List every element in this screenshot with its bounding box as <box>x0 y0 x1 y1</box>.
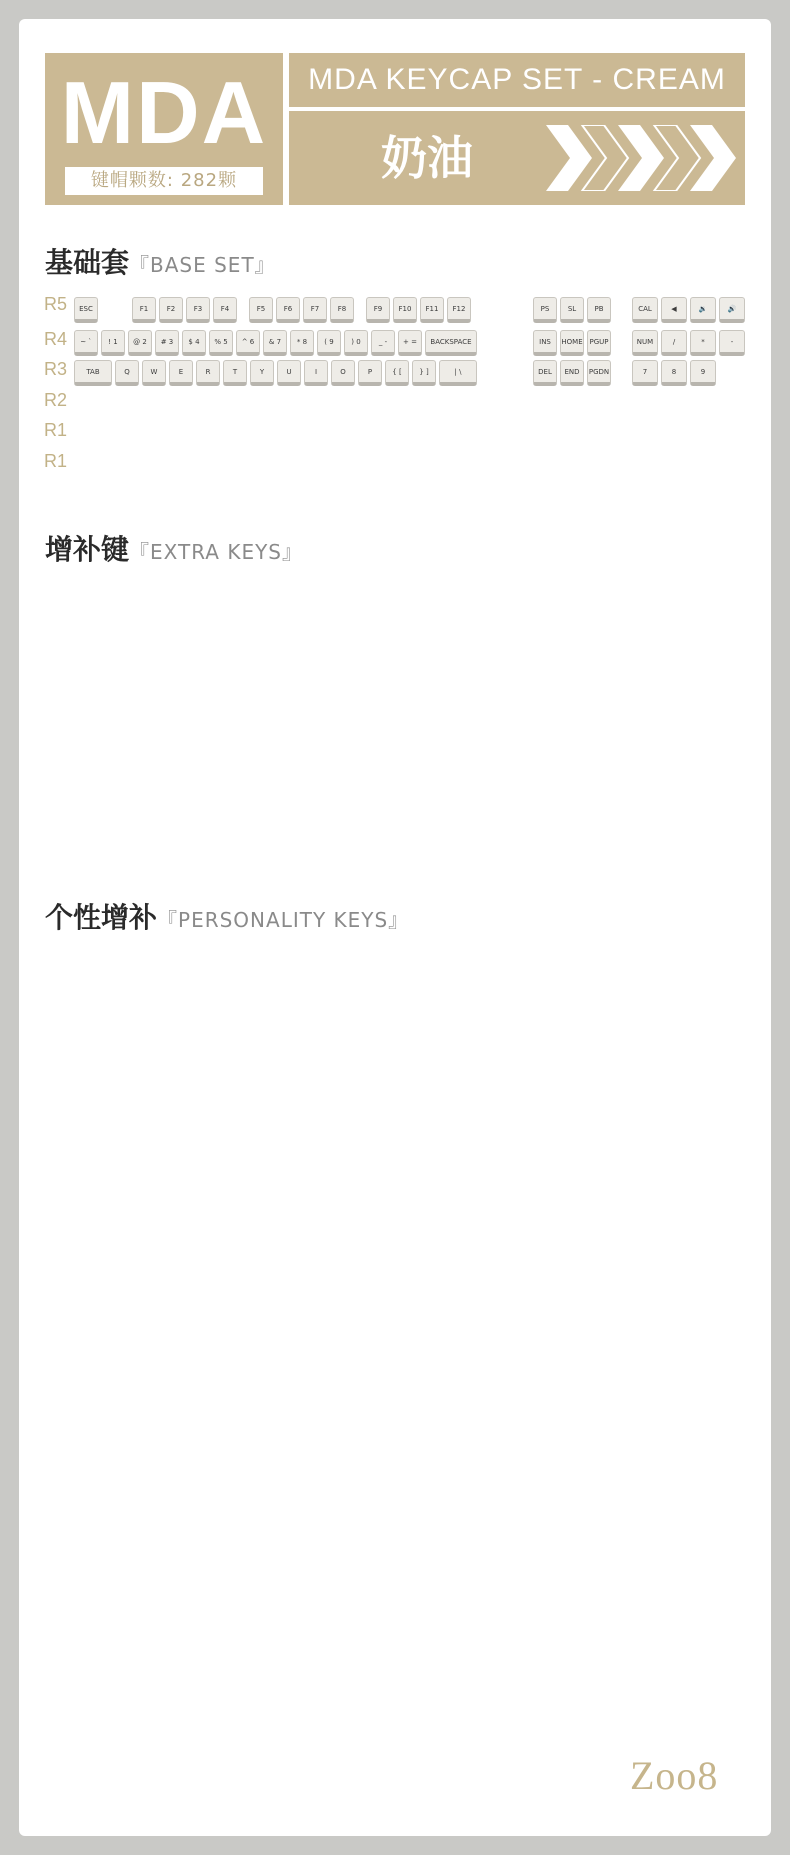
keycap: BACKSPACE <box>425 330 477 356</box>
keycap: INS <box>533 330 557 356</box>
keycap: % 5 <box>209 330 233 356</box>
keycap: ~ ` <box>74 330 98 356</box>
keycap: _ - <box>371 330 395 356</box>
keycap: F9 <box>366 297 390 323</box>
keycap: $ 4 <box>182 330 206 356</box>
keycap: * 8 <box>290 330 314 356</box>
keycap: } ] <box>412 360 436 386</box>
keycap: O <box>331 360 355 386</box>
set-title: MDA KEYCAP SET - CREAM <box>289 53 745 107</box>
keycap: 🔉 <box>690 297 716 323</box>
keycap: @ 2 <box>128 330 152 356</box>
zoo8-logo: Zoo8 <box>630 1753 719 1798</box>
keycap: NUM <box>632 330 658 356</box>
keycap: F8 <box>330 297 354 323</box>
row-label: R1 <box>44 451 68 471</box>
keycap: 7 <box>632 360 658 386</box>
keycap: 8 <box>661 360 687 386</box>
row-label: R1 <box>44 420 68 440</box>
keycap: P <box>358 360 382 386</box>
keycap: ! 1 <box>101 330 125 356</box>
keycap: END <box>560 360 584 386</box>
keycap: PB <box>587 297 611 323</box>
keycap: { [ <box>385 360 409 386</box>
keycap: F7 <box>303 297 327 323</box>
keycap: F5 <box>249 297 273 323</box>
keycap: PGDN <box>587 360 611 386</box>
keycap-count: 键帽颗数: 282颗 <box>65 167 263 195</box>
keycap: | \ <box>439 360 477 386</box>
row-label: R4 <box>44 329 68 349</box>
keycap: + = <box>398 330 422 356</box>
keycap: ^ 6 <box>236 330 260 356</box>
keycap: HOME <box>560 330 584 356</box>
keycap: F3 <box>186 297 210 323</box>
keycap: / <box>661 330 687 356</box>
keycap: PGUP <box>587 330 611 356</box>
keycap: F12 <box>447 297 471 323</box>
keycap: W <box>142 360 166 386</box>
keycap: F6 <box>276 297 300 323</box>
keycap: DEL <box>533 360 557 386</box>
keycap: ) 0 <box>344 330 368 356</box>
keycap: ESC <box>74 297 98 323</box>
row-label: R2 <box>44 390 68 410</box>
keycap: # 3 <box>155 330 179 356</box>
colorway-block <box>289 111 745 205</box>
keycap: F4 <box>213 297 237 323</box>
row-label: R5 <box>44 294 68 314</box>
keycap: R <box>196 360 220 386</box>
keycap: F2 <box>159 297 183 323</box>
keycap: U <box>277 360 301 386</box>
keycap: TAB <box>74 360 112 386</box>
keycap: - <box>719 330 745 356</box>
keycap: F1 <box>132 297 156 323</box>
keycap: 9 <box>690 360 716 386</box>
keycap: F10 <box>393 297 417 323</box>
brand-block <box>45 53 283 205</box>
keycap: PS <box>533 297 557 323</box>
keycap: Q <box>115 360 139 386</box>
keycap: E <box>169 360 193 386</box>
keycap: ◀ <box>661 297 687 323</box>
keycap: ( 9 <box>317 330 341 356</box>
keycap: F11 <box>420 297 444 323</box>
keycap: & 7 <box>263 330 287 356</box>
brand-title: MDA <box>60 63 268 162</box>
keycap: * <box>690 330 716 356</box>
colorway-name: 奶油 <box>381 131 473 185</box>
keycap: CAL <box>632 297 658 323</box>
row-label: R3 <box>44 359 68 379</box>
chevron-arrows-icon <box>546 125 736 191</box>
extra-section-title: 增补键『EXTRA KEYS』 <box>45 533 304 566</box>
keycap: T <box>223 360 247 386</box>
keycap: Y <box>250 360 274 386</box>
keycap: 🔊 <box>719 297 745 323</box>
keycap: SL <box>560 297 584 323</box>
base-section-title: 基础套『BASE SET』 <box>45 246 276 279</box>
keycap: I <box>304 360 328 386</box>
personality-section-title: 个性增补『PERSONALITY KEYS』 <box>45 901 410 934</box>
